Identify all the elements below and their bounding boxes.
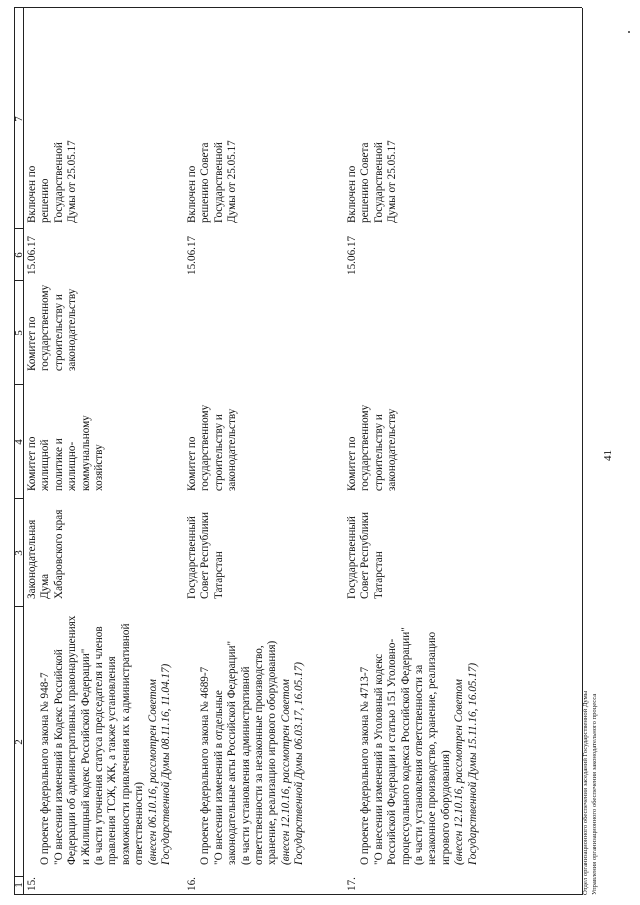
col-number-1: 1 [13, 882, 25, 888]
bill-text: О проекте федерального закона № 948-7 "О внесении изменений в Кодекс Российской Федерации об административных правонарушениях и Жилищный кодекс Российской Федерации" (в части уточнения статуса председателя и членов правления ТСЖ, ЖК, а также установления возможности привлечения их к административной ответственности) [39, 615, 146, 865]
col-number-4: 4 [13, 439, 25, 445]
responsible-committee: Комитет по государственному строительству и законодательству [186, 404, 239, 491]
decision: Включен по решению Государственной Думы от 25.05.17 [26, 140, 79, 223]
co-committee: Комитет по государственному строительству и законодательству [26, 284, 79, 371]
col-divider-5 [14, 280, 23, 281]
responsible-committee: Комитет по государственному строительству и законодательству [346, 404, 399, 491]
decision: Включен по решению Совета Государственной Думы от 25.05.17 [346, 140, 399, 223]
col-number-6: 6 [13, 252, 25, 258]
col-divider-3 [14, 498, 23, 499]
initiator: Государственный Совет Республики Татарстан [186, 511, 225, 599]
table-row [346, 8, 506, 895]
col-divider-4 [14, 384, 23, 385]
bill-title [346, 613, 493, 865]
col-number-7: 7 [13, 116, 25, 122]
review-date: 15.06.17 [26, 235, 38, 275]
row-number: 17. [346, 877, 358, 891]
table-row [186, 8, 336, 895]
initiator: Государственный Совет Республики Татарстан [346, 511, 385, 599]
col-number-2: 2 [13, 739, 25, 745]
bill-text: О проекте федерального закона № 4713-7 "О внесении изменений в Уголовный кодекс Российской Федерации и статью 151 Уголовно-процессуального кодекса Российской Федерации" (в части установления ответственности за незаконное производство, хранение, реализацию игрового оборудования) [359, 627, 452, 865]
col-number-5: 5 [13, 330, 25, 336]
review-date: 15.06.17 [346, 235, 358, 275]
table-row [26, 8, 176, 895]
row-number: 15. [26, 877, 38, 891]
initiator: Законодательная Дума Хабаровского края [26, 509, 65, 599]
responsible-committee: Комитет по жилищной политике и жилищно-коммунальному хозяйству [26, 415, 106, 491]
bill-note: (внесен 06.10.16, рассмотрен Советом Государственной Думы 08.11.16, 11.04.17) [146, 663, 173, 865]
col-divider-6 [14, 228, 23, 229]
footer-department: Отдел организационного обеспечения заседаний Государственной Думы Управления организационного обеспечения законодательного процесса [582, 690, 598, 895]
bill-note: (внесен 12.10.16, рассмотрен Советом Государственной Думы 15.11.16, 16.05.17) [453, 662, 479, 865]
bill-note: (внесен 12.10.16, рассмотрен Советом Государственной Думы 06.03.17, 16.05.17) [279, 662, 306, 865]
bill-title [26, 613, 187, 865]
scan-speck [628, 31, 630, 33]
col-divider-2 [14, 606, 23, 607]
decision: Включен по решению Совета Государственной Думы от 25.05.17 [186, 140, 239, 223]
bill-title [186, 613, 320, 865]
row-number: 16. [186, 877, 198, 891]
bill-text: О проекте федерального закона № 4689-7 "О внесении изменений в отдельные законодательные акты Российской Федерации" (в части установления административной ответственности за незаконные производство, хранение, реализацию игрового оборудования) [199, 640, 279, 865]
page-number: 41 [602, 450, 614, 461]
review-date: 15.06.17 [186, 235, 198, 275]
agenda-table [14, 8, 582, 895]
col-number-3: 3 [13, 550, 25, 556]
